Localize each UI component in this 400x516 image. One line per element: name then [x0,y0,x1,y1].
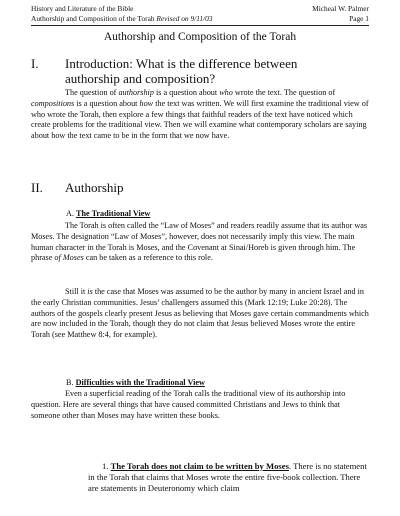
section-heading-introduction [31,56,370,86]
header-page-number: Page 1 [349,13,369,23]
header-revised-date: Revised on 9/11/03 [156,13,213,23]
text-run: is a question about [74,98,140,108]
section-number: II. [31,180,43,195]
list-item-1 [88,461,370,494]
header-course-title: History and Literature of the Bible [31,4,134,13]
emphasis: authorship [118,88,154,97]
text-run: the case that Moses was assumed to be the author by many in ancient Israel and in the early Christian communities. Jesus’ challengers assumed this (Mark 12:19; Luke 20:28). The authors of the gospels clearly present Jesus as believing that Moses gave certain commandments which are now included in the Torah, though they do not claim that Jesus believed Moses wrote the entire Torah (see Matthew 8:4, for example). [31,287,369,340]
emphasis: of Moses [54,253,84,263]
running-header [31,4,369,23]
subsection-title: The Traditional View [76,209,151,218]
text-run: can be taken as a reference to this role. [83,253,213,263]
list-item-number: 1. [102,461,111,471]
text-run: the text was written. We will first examine the traditional view of who wrote the Torah, then explore a few things that faithful readers of the text have noticed which create problems for the traditional view. Then we will examine what contemporary scholars are saying about how the text came to be in the form that we now have. [31,98,369,141]
text-run: The question of [65,88,119,97]
section-heading-text: Authorship [65,180,124,195]
text-run: Still it [65,287,88,296]
subsection-heading-a [66,209,150,220]
section-heading-line: Introduction: What is the difference between [65,56,298,71]
header-doc-line [31,14,213,24]
header-rule [31,25,369,26]
emphasis: who [219,88,233,97]
section-heading-text [65,56,365,86]
text-run: Even a superficial reading of the Torah calls the traditional view of its authorship into question. Here are several things that have caused committed Christians and Jews to think that someone other than Moses may have written these books. [31,389,346,420]
section-heading-line: authorship and composition? [65,71,216,86]
section-number: I. [31,56,39,71]
subsection-heading-b [66,378,205,389]
paragraph-difficulties [31,389,370,421]
document-title: Authorship and Composition of the Torah [103,31,297,43]
header-author: Micheal W. Palmer [312,4,369,13]
emphasis: is [87,287,93,296]
list-item-text: . There is no statement in the Torah that claims that Moses wrote the entire five-book collection. There are statements in Deuteronomy which claim [88,461,367,493]
paragraph-law-of-moses [31,221,370,264]
paragraph-early-tradition [31,287,370,341]
header-doc-title: Authorship and Composition of the Torah [31,13,157,23]
intro-paragraph [31,88,370,142]
text-run: wrote the text. The question of [232,88,336,97]
subsection-letter: A. [66,209,77,218]
subsection-letter: B. [66,378,76,387]
emphasis: how [139,98,154,108]
text-run: is a question about [153,88,220,97]
section-heading-authorship [31,180,370,195]
list-item-title: The Torah does not claim to be written by Moses [110,461,289,471]
emphasis: compositions [31,98,75,108]
subsection-title: Difficulties with the Traditional View [75,378,205,387]
text-run: The Torah is often called the “Law of Moses” and readers readily assume that its author was Moses. The designation “Law of Moses”, however, does not necessarily imply this view. The main human character in the Torah is Moses, and the Covenant at Sinai/Horeb is given through him. The phrase [31,221,368,263]
